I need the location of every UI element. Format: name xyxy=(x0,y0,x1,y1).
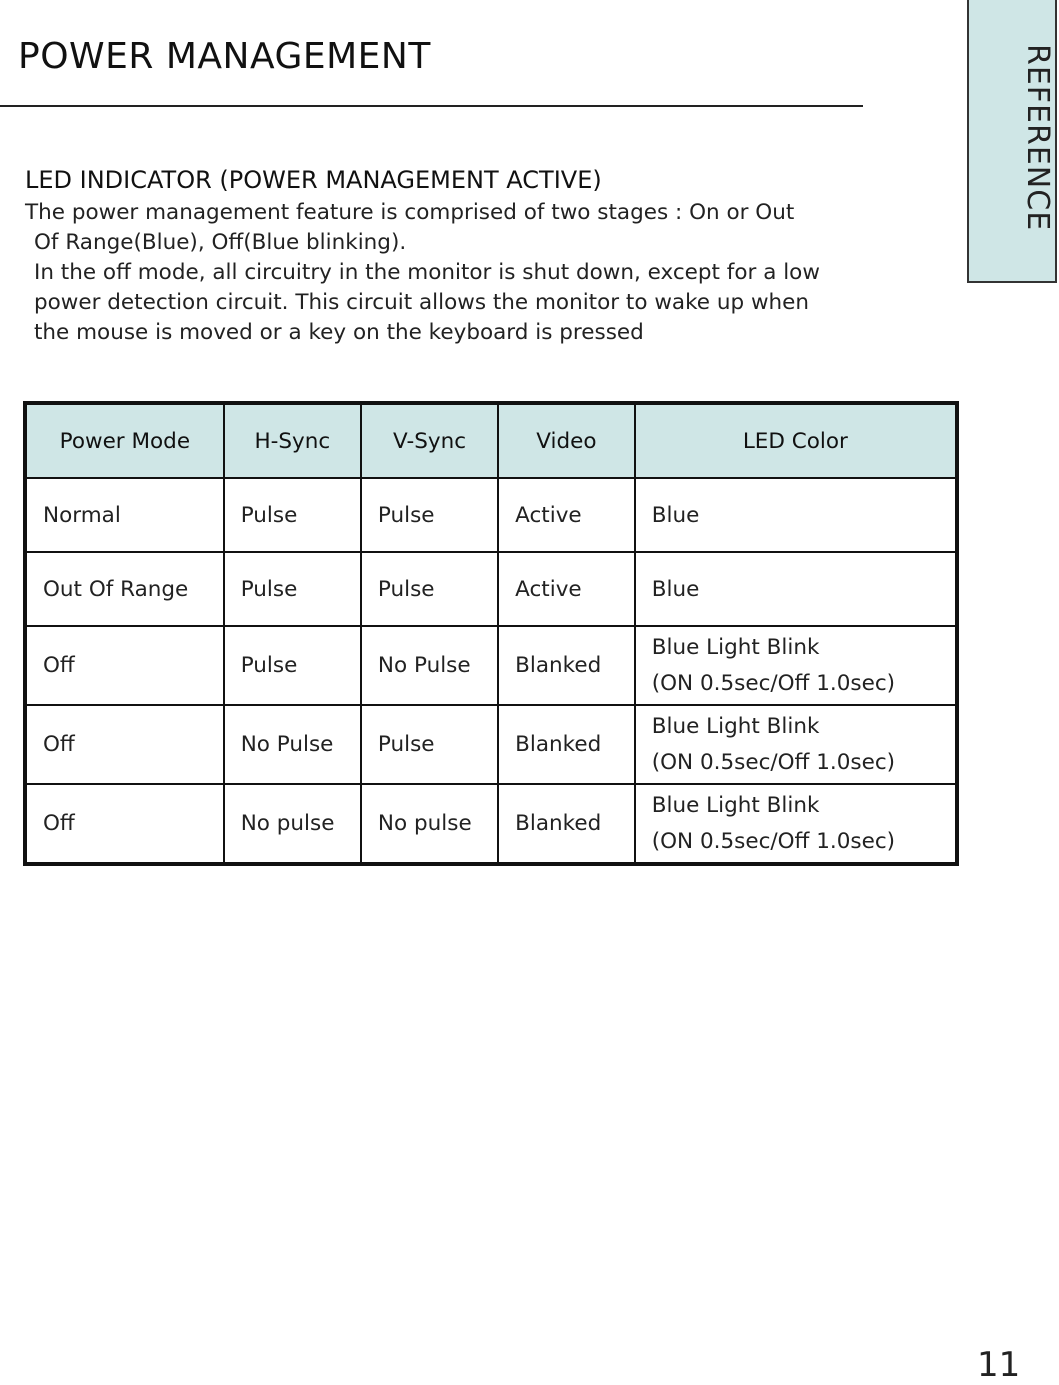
description-paragraph xyxy=(25,198,905,348)
cell-led-color: Blue xyxy=(635,478,957,552)
header-video: Video xyxy=(498,403,635,478)
cell-video: Blanked xyxy=(498,784,635,864)
page-number: 11 xyxy=(977,1345,1021,1385)
cell-v-sync: No Pulse xyxy=(361,626,498,705)
led-color-line-1: Blue Light Blink xyxy=(651,634,820,660)
cell-h-sync: Pulse xyxy=(224,478,361,552)
cell-h-sync: No Pulse xyxy=(224,705,361,784)
cell-video: Active xyxy=(498,478,635,552)
section-heading: LED INDICATOR (POWER MANAGEMENT ACTIVE) xyxy=(25,166,602,194)
table-row xyxy=(25,626,957,705)
cell-video: Blanked xyxy=(498,705,635,784)
cell-power-mode: Off xyxy=(25,705,224,784)
cell-h-sync: No pulse xyxy=(224,784,361,864)
paragraph-line: The power management feature is comprised of two stages : On or Out xyxy=(25,200,795,225)
table-row xyxy=(25,478,957,552)
cell-h-sync: Pulse xyxy=(224,626,361,705)
table-row xyxy=(25,552,957,626)
header-v-sync: V-Sync xyxy=(361,403,498,478)
page-title: POWER MANAGEMENT xyxy=(18,36,431,77)
cell-video: Blanked xyxy=(498,626,635,705)
reference-tab-label: REFERENCE xyxy=(1020,44,1055,232)
cell-led-color xyxy=(635,626,957,705)
paragraph-line: power detection circuit. This circuit allows the monitor to wake up when xyxy=(34,290,810,315)
cell-v-sync: Pulse xyxy=(361,478,498,552)
led-color-line-2: (ON 0.5sec/Off 1.0sec) xyxy=(651,828,896,854)
cell-led-color: Blue xyxy=(635,552,957,626)
led-color-line-1: Blue Light Blink xyxy=(651,713,820,739)
cell-led-color xyxy=(635,784,957,864)
cell-h-sync: Pulse xyxy=(224,552,361,626)
header-power-mode: Power Mode xyxy=(25,403,224,478)
cell-v-sync: No pulse xyxy=(361,784,498,864)
paragraph-line: the mouse is moved or a key on the keyboard is pressed xyxy=(34,320,644,345)
title-divider xyxy=(0,105,863,107)
led-color-line-2: (ON 0.5sec/Off 1.0sec) xyxy=(651,749,896,775)
cell-power-mode: Normal xyxy=(25,478,224,552)
paragraph-line: In the off mode, all circuitry in the monitor is shut down, except for a low xyxy=(34,260,820,285)
cell-video: Active xyxy=(498,552,635,626)
led-color-line-1: Blue Light Blink xyxy=(651,792,820,818)
cell-power-mode: Off xyxy=(25,626,224,705)
table-row xyxy=(25,784,957,864)
led-color-line-2: (ON 0.5sec/Off 1.0sec) xyxy=(651,670,896,696)
table-row xyxy=(25,705,957,784)
power-mode-table xyxy=(23,401,959,866)
table-header-row xyxy=(25,403,957,478)
cell-power-mode: Off xyxy=(25,784,224,864)
cell-v-sync: Pulse xyxy=(361,552,498,626)
header-h-sync: H-Sync xyxy=(224,403,361,478)
cell-power-mode: Out Of Range xyxy=(25,552,224,626)
paragraph-line: Of Range(Blue), Off(Blue blinking). xyxy=(34,230,407,255)
cell-v-sync: Pulse xyxy=(361,705,498,784)
header-led-color: LED Color xyxy=(635,403,957,478)
cell-led-color xyxy=(635,705,957,784)
